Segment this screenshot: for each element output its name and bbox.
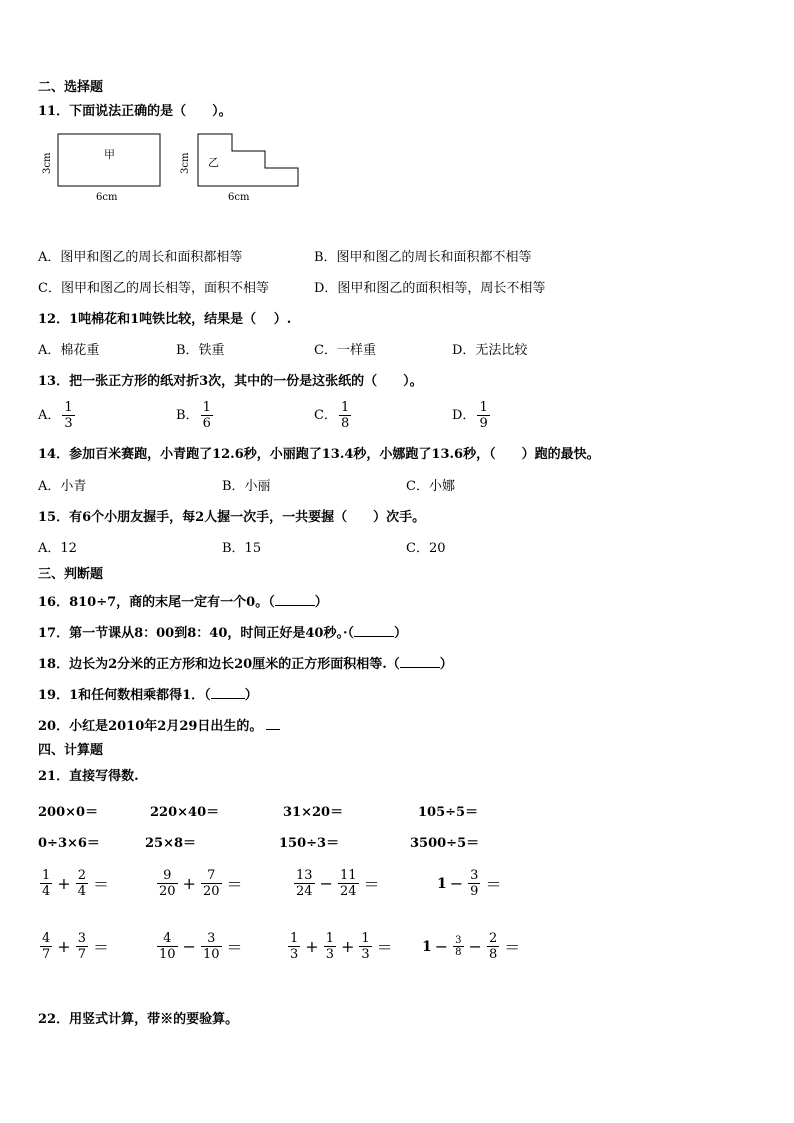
fraction [76, 868, 88, 899]
numerator: 3 [470, 868, 479, 883]
q15-option-b: B．15 [222, 541, 262, 556]
denominator: 20 [159, 884, 176, 899]
calc-item: 220×40＝ [150, 805, 220, 820]
lead-number: 1 [422, 938, 432, 955]
calc-item: 25×8＝ [145, 836, 197, 851]
operator: + [340, 937, 355, 956]
q15-option-a: A．12 [38, 541, 77, 556]
numerator: 1 [340, 400, 350, 415]
answer-blank[interactable] [266, 717, 280, 730]
q13-option-a-fraction [62, 400, 74, 431]
equals: ＝ [376, 938, 393, 957]
equals: ＝ [363, 875, 380, 894]
denominator: 4 [42, 884, 51, 899]
equals: ＝ [226, 938, 243, 957]
numerator: 3 [455, 935, 462, 946]
numerator: 13 [296, 868, 313, 883]
operator: − [182, 937, 196, 956]
fraction [288, 931, 300, 962]
fraction [453, 935, 463, 958]
equals: ＝ [92, 938, 109, 957]
q11-option-d: D．图甲和图乙的面积相等，周长不相等 [314, 281, 546, 296]
q11-figures [30, 128, 350, 208]
fraction-expression [155, 868, 246, 899]
numerator: 1 [361, 931, 370, 946]
numerator: 2 [77, 868, 86, 883]
denominator: 24 [296, 884, 313, 899]
q13-option-c-fraction [339, 400, 351, 431]
operator: − [319, 874, 333, 893]
denominator: 8 [488, 947, 498, 962]
figure-jia-height: 3cm [42, 152, 53, 174]
operator: + [57, 874, 71, 893]
q19-close: ） [244, 688, 258, 703]
denominator: 24 [339, 884, 357, 899]
numerator: 1 [325, 931, 334, 946]
q13-option-b-label: B． [176, 407, 199, 423]
figure-yi-label: 乙 [208, 156, 219, 169]
denominator: 10 [159, 947, 176, 962]
figure-yi-height: 3cm [180, 152, 191, 174]
fraction-expression [437, 868, 504, 899]
denominator: 8 [340, 416, 350, 431]
q13-option-a [38, 400, 77, 431]
question-17 [38, 624, 407, 642]
fraction [40, 931, 52, 962]
q13-option-d-label: D． [452, 407, 476, 423]
q13-option-b-fraction [201, 400, 213, 431]
fraction-expression [286, 931, 396, 962]
q16-text: 16．810÷7，商的末尾一定有一个0。（ [38, 595, 275, 610]
denominator: 3 [64, 416, 73, 431]
answer-blank[interactable] [211, 686, 245, 699]
equals: ＝ [92, 875, 109, 894]
question-19 [38, 686, 258, 704]
denominator: 6 [202, 416, 211, 431]
answer-blank[interactable] [354, 624, 394, 637]
q13-option-d-fraction [477, 400, 489, 431]
lead-number: 1 [437, 875, 447, 892]
question-11: 11．下面说法正确的是（ ）。 [38, 104, 232, 119]
calc-item: 105÷5＝ [418, 805, 479, 820]
section-heading-choice: 二、选择题 [38, 80, 104, 95]
operator: − [468, 937, 482, 956]
denominator: 7 [77, 947, 86, 962]
fraction [201, 931, 222, 962]
fraction [359, 931, 371, 962]
q14-option-c: C．小娜 [406, 479, 455, 494]
calc-item: 0÷3×6＝ [38, 836, 100, 851]
q12-option-c: C．一样重 [314, 343, 376, 358]
fraction-expression [155, 931, 246, 962]
answer-blank[interactable] [275, 593, 315, 606]
q11-option-c: C．图甲和图乙的周长相等，面积不相等 [38, 281, 269, 296]
q11-option-a: A．图甲和图乙的周长和面积都相等 [38, 250, 243, 265]
denominator: 7 [42, 947, 51, 962]
q18-text: 18．边长为2分米的正方形和边长20厘米的正方形面积相等.（ [38, 657, 400, 672]
q18-close: ） [439, 657, 453, 672]
numerator: 1 [479, 400, 488, 415]
fraction [157, 931, 178, 962]
question-15: 15．有6个小朋友握手，每2人握一次手，一共要握（ ）次手。 [38, 510, 426, 525]
fraction [487, 931, 499, 962]
fraction-expression [292, 868, 383, 899]
numerator: 3 [77, 931, 86, 946]
fraction [40, 868, 52, 899]
denominator: 3 [361, 947, 370, 962]
q16-close: ） [314, 595, 328, 610]
fraction [324, 931, 336, 962]
fraction-expression [422, 931, 523, 962]
operator: + [57, 937, 71, 956]
q13-option-d [452, 400, 492, 431]
numerator: 7 [207, 868, 216, 883]
equals: ＝ [485, 875, 502, 894]
q19-text: 19．1和任何数相乘都得1．（ [38, 688, 211, 703]
numerator: 1 [202, 400, 211, 415]
calc-item: 3500÷5＝ [410, 836, 480, 851]
equals: ＝ [226, 875, 243, 894]
question-22: 22．用竖式计算，带※的要验算。 [38, 1012, 239, 1027]
q12-option-a: A．棉花重 [38, 343, 100, 358]
numerator: 4 [163, 931, 172, 946]
q17-close: ） [393, 626, 407, 641]
denominator: 20 [202, 884, 220, 899]
fraction-expression [38, 868, 112, 899]
calc-item: 31×20＝ [283, 805, 344, 820]
question-13: 13．把一张正方形的纸对折3次，其中的一份是这张纸的（ ）。 [38, 374, 423, 389]
denominator: 3 [325, 947, 334, 962]
fraction [338, 868, 359, 899]
q13-option-c [314, 400, 353, 431]
q14-option-a: A．小青 [38, 479, 87, 494]
equals: ＝ [504, 938, 521, 957]
q11-option-b: B．图甲和图乙的周长和面积都不相等 [314, 250, 532, 265]
section-heading-calc: 四、计算题 [38, 743, 104, 758]
q13-option-b [176, 400, 215, 431]
fraction-expression [38, 931, 112, 962]
q13-option-c-label: C． [314, 407, 337, 423]
numerator: 3 [207, 931, 216, 946]
numerator: 1 [42, 868, 51, 883]
numerator: 1 [290, 931, 299, 946]
q12-option-d: D．无法比较 [452, 343, 528, 358]
denominator: 8 [455, 947, 462, 958]
q15-option-c: C．20 [406, 541, 446, 556]
section-heading-judge: 三、判断题 [38, 567, 104, 582]
q14-option-b: B．小丽 [222, 479, 271, 494]
q17-text: 17．第一节课从8：00到8：40，时间正好是40秒。·（ [38, 626, 354, 641]
denominator: 4 [77, 884, 86, 899]
operator: + [182, 874, 196, 893]
numerator: 1 [64, 400, 73, 415]
figure-jia-label: 甲 [104, 148, 115, 161]
calc-item: 150÷3＝ [279, 836, 340, 851]
answer-blank[interactable] [400, 655, 440, 668]
question-14: 14．参加百米赛跑，小青跑了12.6秒，小丽跑了13.4秒，小娜跑了13.6秒，（ ）跑的最快。 [38, 447, 600, 462]
numerator: 2 [488, 931, 498, 946]
q20-text: 20．小红是2010年2月29日出生的。 [38, 719, 263, 734]
q13-option-a-label: A． [38, 407, 61, 423]
fraction [157, 868, 178, 899]
denominator: 3 [290, 947, 299, 962]
numerator: 9 [163, 868, 172, 883]
denominator: 9 [470, 884, 479, 899]
question-18 [38, 655, 453, 673]
operator: − [449, 874, 464, 893]
q12-option-b: B．铁重 [176, 343, 225, 358]
question-16 [38, 593, 328, 611]
question-20 [38, 717, 280, 735]
fraction [76, 931, 88, 962]
operator: + [305, 937, 319, 956]
figure-jia-width: 6cm [96, 192, 118, 203]
fraction [468, 868, 480, 899]
denominator: 9 [479, 416, 488, 431]
numerator: 11 [339, 868, 357, 883]
denominator: 10 [202, 947, 220, 962]
operator: − [434, 937, 449, 956]
fraction [294, 868, 315, 899]
question-21: 21．直接写得数. [38, 769, 139, 784]
question-12: 12．1吨棉花和1吨铁比较，结果是（ ）. [38, 312, 292, 327]
numerator: 4 [42, 931, 51, 946]
figure-yi-width: 6cm [228, 192, 250, 203]
calc-item: 200×0＝ [38, 805, 99, 820]
fraction [201, 868, 222, 899]
